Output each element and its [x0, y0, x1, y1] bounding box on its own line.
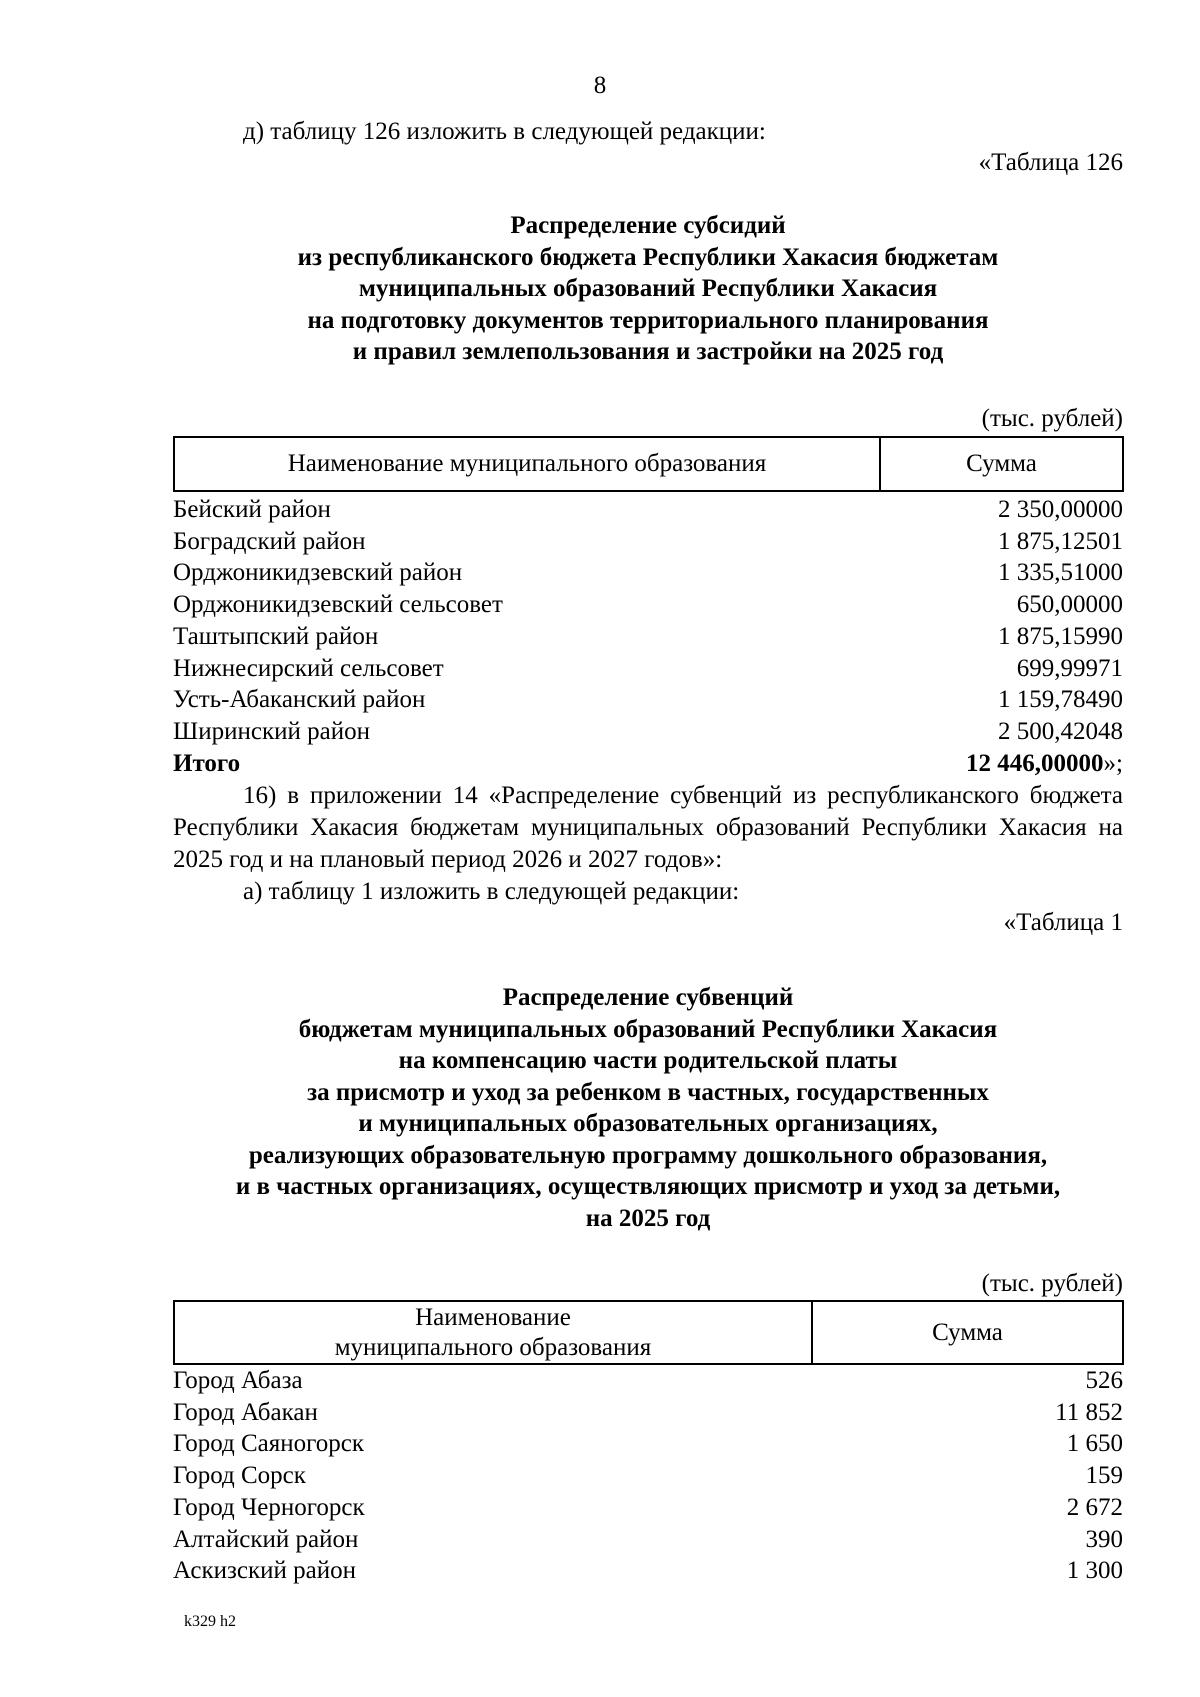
row-name: Бейский район — [173, 496, 331, 523]
table1-heading-line: реализующих образовательную программу дошкольного образования, — [248, 1141, 1048, 1169]
row-name: Город Абакан — [173, 1398, 318, 1426]
row-value: 2 672 — [1066, 1493, 1123, 1521]
table126-heading — [0, 210, 1200, 368]
item-16-paragraph: 16) в приложении 14 «Распределение субвенций из республиканского бюджета Республики Хакасия бюджетам муниципальных образований Республики Хакасия на 2025 год и на плановый период 2026 и 2027 годов»: — [173, 782, 1123, 873]
table126-col-sum: Сумма — [880, 437, 1123, 491]
page-number: 8 — [593, 72, 607, 99]
item-d-text: д) таблицу 126 изложить в следующей редакции: — [243, 118, 766, 145]
table1-heading-line: и в частных организациях, осуществляющих присмотр и уход за детьми, — [235, 1173, 1061, 1200]
row-name: Аскизский район — [173, 1557, 357, 1585]
table126-heading-line: и правил землепользования и застройки на 2025 год — [352, 338, 944, 365]
table1-header — [173, 1300, 1124, 1365]
table-row — [173, 1397, 1123, 1429]
row-name: Город Абаза — [173, 1367, 303, 1394]
row-name: Орджоникидзевский сельсовет — [173, 591, 503, 619]
row-name: Нижнесирский сельсовет — [173, 654, 444, 682]
table126-header — [173, 436, 1124, 492]
table-row — [173, 653, 1123, 685]
table126-heading-line: на подготовку документов территориального планирования — [307, 306, 989, 334]
table1-col-sum: Сумма — [812, 1301, 1123, 1364]
table1-unit: (тыс. рублей) — [981, 1270, 1123, 1297]
table1-heading-line: на компенсацию части родительской платы — [398, 1047, 898, 1074]
table1-col-name — [174, 1301, 812, 1364]
table-row — [173, 526, 1123, 558]
total-value: 12 446,00000 — [966, 749, 1104, 777]
table1-body — [173, 1365, 1123, 1587]
row-value: 1 300 — [1066, 1557, 1123, 1585]
row-value: 1 875,15990 — [998, 622, 1123, 650]
row-name: Боградский район — [173, 527, 366, 555]
table-row — [173, 589, 1123, 621]
table126-heading-line: муниципальных образований Республики Хакасия — [358, 275, 938, 302]
row-name: Усть-Абаканский район — [173, 686, 426, 714]
table1-heading-line: за присмотр и уход за ребенком в частных, государственных — [307, 1078, 989, 1106]
table1-col-name-line2: муниципального образования — [334, 1333, 652, 1361]
table126-heading-line: Распределение субсидий — [510, 212, 786, 239]
row-value: 650,00000 — [1016, 591, 1123, 619]
table126-label: «Таблица 126 — [978, 149, 1123, 176]
table-row — [173, 621, 1123, 653]
table-row — [173, 494, 1123, 526]
row-value: 390 — [1085, 1525, 1123, 1553]
table1-heading-line: и муниципальных образовательных организациях, — [358, 1110, 938, 1137]
table-row — [173, 1460, 1123, 1492]
row-name: Город Саяногорск — [173, 1430, 365, 1458]
table1-heading-line: Распределение субвенций — [502, 984, 794, 1011]
table-row — [173, 1365, 1123, 1397]
footer-code: k329 h2 — [184, 1613, 236, 1630]
row-value: 699,99971 — [1016, 654, 1123, 682]
table1-col-name-line1: Наименование — [415, 1303, 571, 1331]
row-name: Орджоникидзевский район — [173, 559, 463, 587]
total-label: Итого — [173, 749, 241, 777]
table-row — [173, 1492, 1123, 1524]
row-value: 159 — [1085, 1462, 1123, 1490]
table126-unit: (тыс. рублей) — [981, 405, 1123, 432]
table126-col-name: Наименование муниципального образования — [174, 437, 880, 491]
row-name: Алтайский район — [173, 1525, 359, 1553]
table1-heading-line: на 2025 год — [585, 1204, 711, 1232]
row-value: 2 350,00000 — [998, 496, 1123, 523]
row-value: 1 875,12501 — [998, 527, 1123, 555]
row-value: 1 335,51000 — [998, 559, 1123, 587]
table-row — [173, 684, 1123, 716]
table1-heading-line: бюджетам муниципальных образований Республики Хакасия — [298, 1015, 998, 1043]
row-name: Город Сорск — [173, 1462, 306, 1490]
table-row — [173, 557, 1123, 589]
table1-heading — [0, 982, 1200, 1234]
table126-body — [173, 494, 1123, 779]
row-name: Таштыпский район — [173, 622, 379, 650]
total-suffix: »; — [1103, 749, 1123, 777]
table126-total-row — [173, 748, 1123, 780]
table126-heading-line: из республиканского бюджета Республики Хакасия бюджетам — [297, 243, 999, 271]
table-row — [173, 1524, 1123, 1556]
table-row — [173, 1555, 1123, 1587]
row-value: 1 650 — [1066, 1430, 1123, 1458]
table1-label: «Таблица 1 — [1003, 909, 1123, 936]
row-value: 11 852 — [1055, 1398, 1123, 1426]
row-value: 1 159,78490 — [998, 686, 1123, 714]
row-value: 2 500,42048 — [998, 717, 1123, 745]
table-row — [173, 716, 1123, 748]
table-row — [173, 1428, 1123, 1460]
row-name: Город Черногорск — [173, 1493, 365, 1521]
item-a-text: а) таблицу 1 изложить в следующей редакции: — [243, 878, 740, 905]
row-name: Ширинский район — [173, 717, 370, 745]
row-value: 526 — [1085, 1367, 1123, 1394]
